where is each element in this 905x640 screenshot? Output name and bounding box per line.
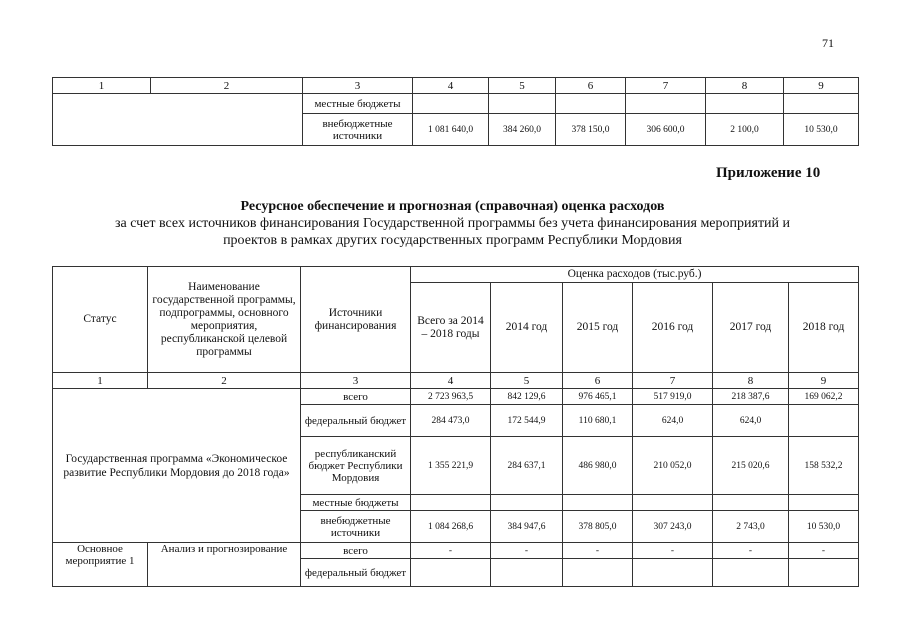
- value-cell: 158 532,2: [789, 437, 859, 495]
- program-name: Государственная программа «Экономическое развитие Республики Мордовия до 2018 года»: [53, 389, 301, 543]
- value-cell: 842 129,6: [491, 389, 563, 405]
- year-header: 2016 год: [633, 283, 713, 373]
- value-cell: 169 062,2: [789, 389, 859, 405]
- name-header: Наименование государственной программы, подпрограммы, основного мероприятия, республиканской целевой программы: [148, 267, 301, 373]
- document-subtitle-line-2: проектов в рамках других государственных программ Республики Мордовия: [223, 233, 682, 248]
- value-cell: -: [411, 543, 491, 559]
- year-header: 2017 год: [713, 283, 789, 373]
- value-cell: 110 680,1: [563, 405, 633, 437]
- header-row: [53, 267, 859, 283]
- value-cell: 172 544,9: [491, 405, 563, 437]
- col-number: 4: [413, 78, 489, 94]
- value-cell: 976 465,1: [563, 389, 633, 405]
- status-header: Статус: [53, 267, 148, 373]
- value-cell: 1 081 640,0: [413, 114, 489, 146]
- continuation-table: [52, 77, 859, 146]
- resource-table: [52, 266, 859, 587]
- value-cell: [713, 559, 789, 587]
- col-number: 5: [491, 373, 563, 389]
- value-cell: 10 530,0: [784, 114, 859, 146]
- col-number: 6: [556, 78, 626, 94]
- value-cell: 378 150,0: [556, 114, 626, 146]
- value-cell: 218 387,6: [713, 389, 789, 405]
- year-header: 2015 год: [563, 283, 633, 373]
- value-cell: [563, 559, 633, 587]
- value-cell: 284 473,0: [411, 405, 491, 437]
- source-label: всего: [301, 543, 411, 559]
- col-number: 6: [563, 373, 633, 389]
- empty-cell: [53, 94, 303, 146]
- col-number: 7: [626, 78, 706, 94]
- total-header: Всего за 2014 – 2018 годы: [411, 283, 491, 373]
- value-cell: 624,0: [633, 405, 713, 437]
- value-cell: 306 600,0: [626, 114, 706, 146]
- value-cell: 2 100,0: [706, 114, 784, 146]
- value-cell: [789, 405, 859, 437]
- col-number: 2: [148, 373, 301, 389]
- page-number: 71: [822, 36, 834, 50]
- col-number: 1: [53, 373, 148, 389]
- value-cell: [411, 559, 491, 587]
- source-label: местные бюджеты: [301, 495, 411, 511]
- value-cell: 486 980,0: [563, 437, 633, 495]
- event-name: Анализ и прогнозирование: [148, 543, 301, 587]
- appendix-label: Приложение 10: [716, 165, 821, 181]
- col-number: 9: [789, 373, 859, 389]
- document-title: Ресурсное обеспечение и прогнозная (справочная) оценка расходов: [240, 199, 665, 214]
- value-cell: 307 243,0: [633, 511, 713, 543]
- year-header: 2014 год: [491, 283, 563, 373]
- table-row: [53, 389, 859, 405]
- value-cell: -: [563, 543, 633, 559]
- source-label: всего: [301, 389, 411, 405]
- col-number: 4: [411, 373, 491, 389]
- table-row: [53, 94, 859, 114]
- value-cell: 517 919,0: [633, 389, 713, 405]
- value-cell: [633, 559, 713, 587]
- value-cell: [491, 559, 563, 587]
- value-cell: 210 052,0: [633, 437, 713, 495]
- source-label: внебюджетные источники: [303, 114, 413, 146]
- col-number: 2: [151, 78, 303, 94]
- col-number: 1: [53, 78, 151, 94]
- value-cell: 1 084 268,6: [411, 511, 491, 543]
- value-cell: [713, 495, 789, 511]
- col-number: 7: [633, 373, 713, 389]
- value-cell: 284 637,1: [491, 437, 563, 495]
- col-number: 8: [706, 78, 784, 94]
- value-cell: -: [713, 543, 789, 559]
- value-cell: 10 530,0: [789, 511, 859, 543]
- value-cell: [633, 495, 713, 511]
- value-cell: [789, 559, 859, 587]
- document-subtitle-line-1: за счет всех источников финансирования Государственной программы без учета финансирования мероприятий и: [114, 216, 791, 231]
- col-number: 3: [303, 78, 413, 94]
- value-cell: 378 805,0: [563, 511, 633, 543]
- col-number: 8: [713, 373, 789, 389]
- column-numbers-row: [53, 78, 859, 94]
- col-number: 9: [784, 78, 859, 94]
- value-cell: [563, 495, 633, 511]
- value-cell: [411, 495, 491, 511]
- col-number: 3: [301, 373, 411, 389]
- event-status: Основное мероприятие 1: [53, 543, 148, 587]
- value-cell: 624,0: [713, 405, 789, 437]
- table-row: [53, 543, 859, 559]
- value-cell: 215 020,6: [713, 437, 789, 495]
- value-cell: 2 743,0: [713, 511, 789, 543]
- value-cell: 1 355 221,9: [411, 437, 491, 495]
- year-header: 2018 год: [789, 283, 859, 373]
- sources-header: Источники финансирования: [301, 267, 411, 373]
- value-cell: 384 260,0: [489, 114, 556, 146]
- value-cell: -: [789, 543, 859, 559]
- estimate-header: Оценка расходов (тыс.руб.): [411, 267, 859, 283]
- value-cell: 384 947,6: [491, 511, 563, 543]
- value-cell: -: [633, 543, 713, 559]
- value-cell: -: [491, 543, 563, 559]
- column-numbers-row: [53, 373, 859, 389]
- source-label: внебюджетные источники: [301, 511, 411, 543]
- value-cell: [789, 495, 859, 511]
- source-label: республиканский бюджет Республики Мордовия: [301, 437, 411, 495]
- value-cell: [491, 495, 563, 511]
- source-label: федеральный бюджет: [301, 559, 411, 587]
- value-cell: 2 723 963,5: [411, 389, 491, 405]
- source-label: местные бюджеты: [303, 94, 413, 114]
- source-label: федеральный бюджет: [301, 405, 411, 437]
- col-number: 5: [489, 78, 556, 94]
